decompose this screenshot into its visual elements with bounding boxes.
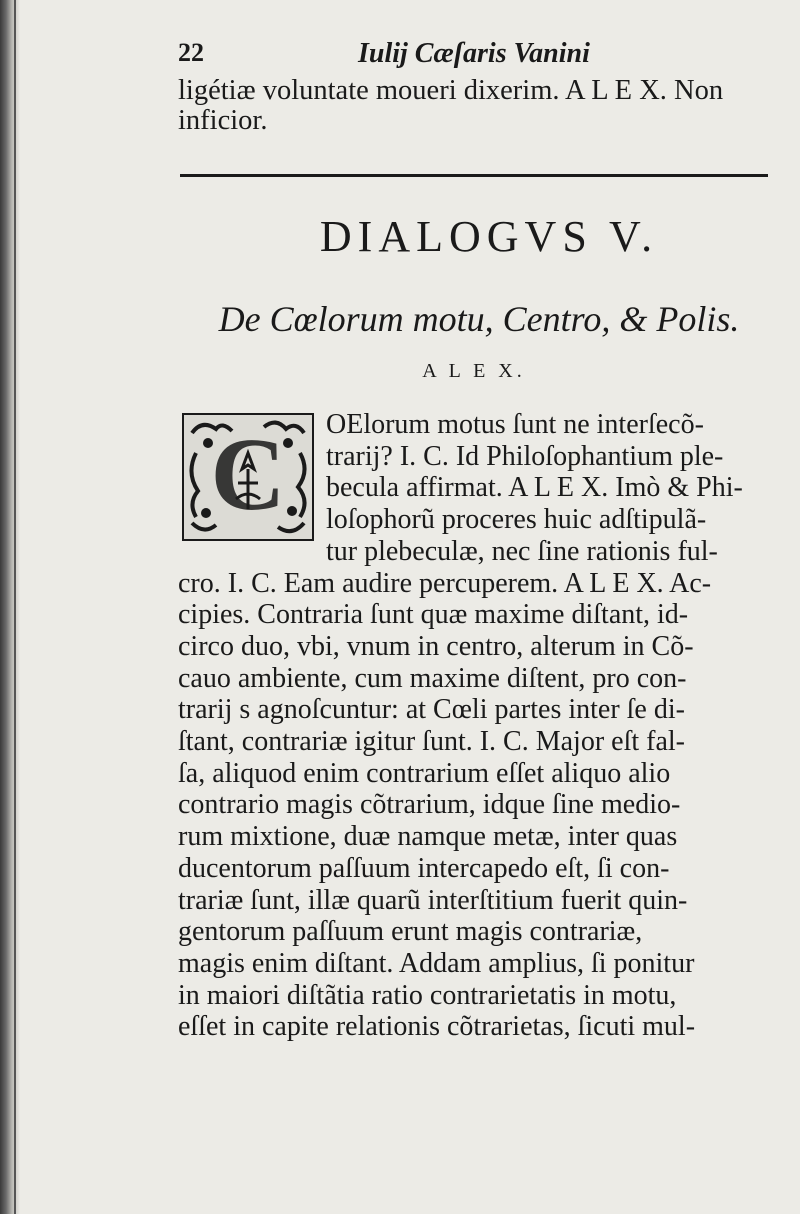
ornamental-initial-icon [182, 413, 314, 541]
text-line: trarij? I. C. Id Philoſophantium ple- [326, 440, 724, 472]
text-line: inficior. [178, 105, 268, 136]
text-line: ſtant, contrariæ igitur ſunt. I. C. Major eſt fal- [178, 726, 685, 758]
text-line: ducentorum paſſuum intercapedo eſt, ſi con- [178, 852, 670, 884]
initial-letter: C [210, 417, 286, 532]
text-line: ligétiæ voluntate moueri dixerim. A L E X. Non [178, 75, 724, 106]
decorated-initial [182, 413, 314, 541]
binding-gutter [0, 0, 20, 1214]
running-head [178, 38, 770, 72]
text-line: rum mixtione, duæ namque metæ, inter quas [178, 821, 678, 853]
speaker-label: A L E X. [422, 360, 526, 382]
book-page [178, 38, 770, 1043]
text-line: circo duo, vbi, vnum in centro, alterum in Cõ- [178, 630, 694, 662]
text-line: contrario magis cõtrarium, idque ſine medio- [178, 789, 681, 821]
text-line: magis enim diſtant. Addam amplius, ſi ponitur [178, 947, 695, 979]
text-line: OElorum motus ſunt ne interſecõ- [326, 409, 704, 440]
text-line: tur plebeculæ, nec ſine rationis ful- [326, 535, 718, 567]
text-line: in maiori diſtãtia ratio contrarietatis in motu, [178, 979, 677, 1011]
running-title: Iulij Cæſaris Vanini [358, 38, 590, 69]
carry-over-text [178, 76, 770, 136]
binding-edge [14, 0, 16, 1214]
text-line: cauo ambiente, cum maxime diſtent, pro con- [178, 662, 687, 694]
section-rule [180, 174, 768, 177]
text-line: trariæ ſunt, illæ quarũ interſtitium fuerit quin- [178, 884, 688, 916]
dialog-subtitle: De Cœlorum motu, Centro, & Polis. [218, 299, 740, 339]
text-line: trarij s agnoſcuntur: at Cœli partes inter ſe di- [178, 694, 685, 726]
page-number: 22 [178, 38, 204, 67]
text-line: cipies. Contraria ſunt quæ maxime diſtant, id- [178, 599, 689, 631]
text-line: ſa, aliquod enim contrarium eſſet aliquo alio [178, 757, 671, 789]
text-line: gentorum paſſuum erunt magis contrariæ, [178, 916, 643, 948]
text-line: cro. I. C. Eam audire percuperem. A L E X. Ac- [178, 567, 712, 599]
text-line: eſſet in capite relationis cõtrarietas, ſicuti mul- [178, 1011, 696, 1043]
text-line: loſophorũ proceres huic adſtipulã- [326, 504, 707, 536]
text-line: becula affirmat. A L E X. Imò & Phi- [326, 472, 743, 504]
dialog-title: DIALOGVS V. [319, 212, 659, 261]
dialog-body [178, 409, 770, 1043]
